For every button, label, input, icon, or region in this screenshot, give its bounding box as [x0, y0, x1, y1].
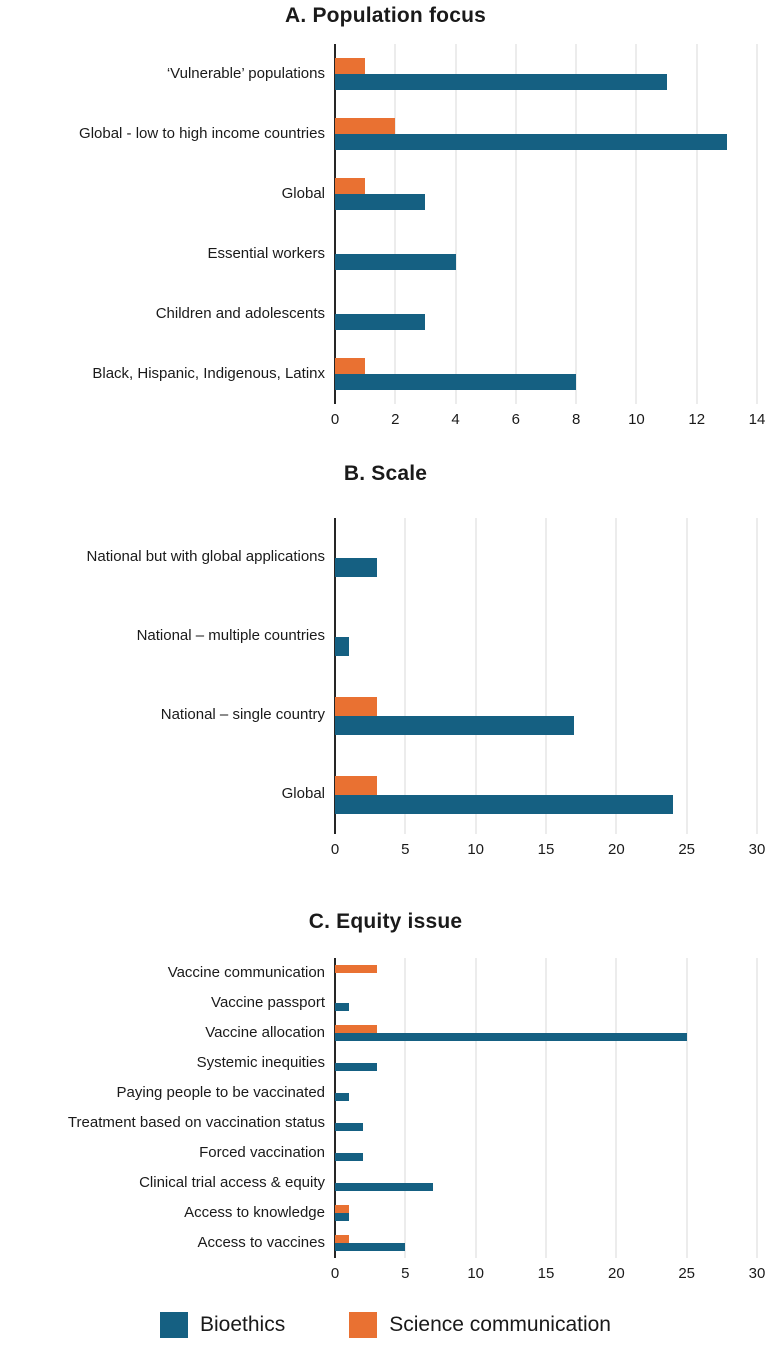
- x-tick-label: 30: [748, 841, 766, 858]
- bar-bioethics: [335, 1243, 405, 1251]
- bar-group: [335, 618, 757, 656]
- chart-scale: [0, 462, 771, 862]
- category-row: [0, 1138, 771, 1168]
- x-tick-label: 6: [511, 411, 521, 428]
- category-label: Global - low to high income countries: [79, 124, 325, 142]
- x-tick-label: 4: [451, 411, 460, 428]
- category-label: Treatment based on vaccination status: [67, 1113, 325, 1131]
- category-row: [0, 597, 771, 676]
- bar-group: [335, 776, 757, 814]
- x-axis: [0, 834, 771, 862]
- x-tick-label: 12: [688, 411, 706, 428]
- category-row: [0, 1048, 771, 1078]
- x-tick-label: 25: [678, 1265, 695, 1282]
- x-axis-spacer: [0, 1258, 335, 1286]
- x-axis-spacer: [0, 404, 335, 432]
- bar-science-communication: [335, 965, 377, 973]
- bar-group: [335, 995, 757, 1011]
- bar-rows: [0, 958, 771, 1258]
- category-label: Systemic inequities: [196, 1053, 325, 1071]
- x-tick-label: 25: [678, 841, 695, 858]
- x-tick-label: 20: [607, 1265, 625, 1282]
- category-label: Vaccine allocation: [205, 1023, 325, 1041]
- category-row: [0, 988, 771, 1018]
- bar-bioethics: [335, 1033, 687, 1041]
- x-tick-label: 8: [571, 411, 581, 428]
- bar-science-communication: [335, 1205, 349, 1213]
- bar-science-communication: [335, 1025, 377, 1033]
- bar-science-communication: [335, 178, 365, 194]
- bar-science-communication: [335, 58, 365, 74]
- bar-group: [335, 1145, 757, 1161]
- bar-science-communication: [335, 1235, 349, 1243]
- legend-label: Bioethics: [200, 1313, 286, 1336]
- legend: [0, 1312, 771, 1354]
- plot-area: [0, 958, 771, 1258]
- category-label: ‘Vulnerable’ populations: [166, 64, 325, 82]
- bar-group: [335, 298, 757, 330]
- bar-group: [335, 178, 757, 210]
- bar-bioethics: [335, 1123, 363, 1131]
- bar-bioethics: [335, 194, 425, 210]
- x-tick-label: 2: [391, 411, 400, 428]
- x-tick-label: 10: [628, 411, 645, 428]
- x-tick-label: 0: [330, 841, 340, 858]
- bar-bioethics: [335, 1003, 349, 1011]
- x-tick-label: 0: [330, 1265, 340, 1282]
- category-label: Essential workers: [207, 244, 325, 262]
- x-tick-label: 10: [467, 841, 484, 858]
- chart-title-scale: B. Scale: [343, 462, 428, 485]
- legend-swatch: [349, 1312, 377, 1338]
- x-tick-label: 30: [748, 1265, 766, 1282]
- bar-science-communication: [335, 776, 377, 795]
- category-row: [0, 284, 771, 344]
- bar-bioethics: [335, 795, 673, 814]
- category-row: [0, 1198, 771, 1228]
- category-label: National – single country: [160, 706, 325, 724]
- x-tick-label: 15: [537, 1265, 555, 1282]
- category-row: [0, 1108, 771, 1138]
- plot-area: [0, 518, 771, 834]
- bar-group: [335, 697, 757, 735]
- category-row: [0, 1078, 771, 1108]
- plot-area: [0, 44, 771, 404]
- bar-bioethics: [335, 74, 667, 90]
- bar-group: [335, 1055, 757, 1071]
- x-axis: [0, 1258, 771, 1286]
- chart-population-focus: [0, 4, 771, 432]
- legend-item-science-communication: [349, 1312, 611, 1338]
- bar-rows: [0, 44, 771, 404]
- category-label: Children and adolescents: [155, 304, 325, 322]
- category-label: National but with global applications: [86, 548, 325, 566]
- category-label: National – multiple countries: [136, 627, 325, 645]
- bar-bioethics: [335, 1063, 377, 1071]
- bar-group: [335, 1205, 757, 1221]
- category-row: [0, 958, 771, 988]
- bar-group: [335, 1115, 757, 1131]
- bar-bioethics: [335, 637, 349, 656]
- bar-bioethics: [335, 1213, 349, 1221]
- bar-bioethics: [335, 374, 576, 390]
- category-label: Global: [281, 184, 325, 202]
- category-row: [0, 1018, 771, 1048]
- bar-bioethics: [335, 254, 456, 270]
- bar-bioethics: [335, 558, 377, 577]
- category-label: Global: [281, 785, 325, 803]
- x-tick-label: 10: [467, 1265, 484, 1282]
- x-axis: [0, 404, 771, 432]
- chart-title-equity-issue: C. Equity issue: [308, 910, 463, 933]
- category-label: Black, Hispanic, Indigenous, Latinx: [92, 364, 325, 382]
- bar-science-communication: [335, 358, 365, 374]
- x-tick-labels: [330, 1258, 766, 1286]
- category-label: Access to vaccines: [197, 1233, 325, 1251]
- bar-group: [335, 1085, 757, 1101]
- bar-group: [335, 965, 757, 981]
- bar-science-communication: [335, 697, 377, 716]
- category-row: [0, 676, 771, 755]
- category-label: Clinical trial access & equity: [139, 1173, 325, 1191]
- bar-bioethics: [335, 134, 727, 150]
- bar-science-communication: [335, 118, 395, 134]
- bar-bioethics: [335, 314, 425, 330]
- category-row: [0, 344, 771, 404]
- bar-group: [335, 1175, 757, 1191]
- x-tick-label: 5: [401, 841, 410, 858]
- category-label: Access to knowledge: [184, 1203, 325, 1221]
- category-label: Paying people to be vaccinated: [116, 1083, 325, 1101]
- chart-equity-issue: [0, 910, 771, 1286]
- category-label: Forced vaccination: [199, 1143, 325, 1161]
- bar-group: [335, 358, 757, 390]
- category-label: Vaccine communication: [167, 963, 325, 981]
- x-tick-labels: [330, 834, 766, 862]
- bar-group: [335, 58, 757, 90]
- x-tick-label: 0: [330, 411, 340, 428]
- bar-group: [335, 118, 757, 150]
- x-axis-spacer: [0, 834, 335, 862]
- bar-bioethics: [335, 1183, 433, 1191]
- bar-group: [335, 1025, 757, 1041]
- x-tick-label: 20: [607, 841, 625, 858]
- bar-bioethics: [335, 1093, 349, 1101]
- legend-item-bioethics: [160, 1312, 285, 1338]
- chart-title-population-focus: A. Population focus: [285, 4, 486, 27]
- category-row: [0, 1228, 771, 1258]
- category-row: [0, 518, 771, 597]
- legend-swatch: [160, 1312, 188, 1338]
- bar-group: [335, 238, 757, 270]
- category-row: [0, 224, 771, 284]
- category-row: [0, 1168, 771, 1198]
- bar-rows: [0, 518, 771, 834]
- category-label: Vaccine passport: [211, 993, 325, 1011]
- category-row: [0, 44, 771, 104]
- legend-label: Science communication: [389, 1313, 611, 1336]
- category-row: [0, 164, 771, 224]
- bar-bioethics: [335, 1153, 363, 1161]
- x-tick-label: 15: [537, 841, 555, 858]
- bar-group: [335, 1235, 757, 1251]
- x-tick-label: 14: [748, 411, 766, 428]
- bar-bioethics: [335, 716, 574, 735]
- category-row: [0, 755, 771, 834]
- category-row: [0, 104, 771, 164]
- x-tick-labels: [330, 404, 766, 432]
- bar-group: [335, 539, 757, 577]
- x-tick-label: 5: [401, 1265, 410, 1282]
